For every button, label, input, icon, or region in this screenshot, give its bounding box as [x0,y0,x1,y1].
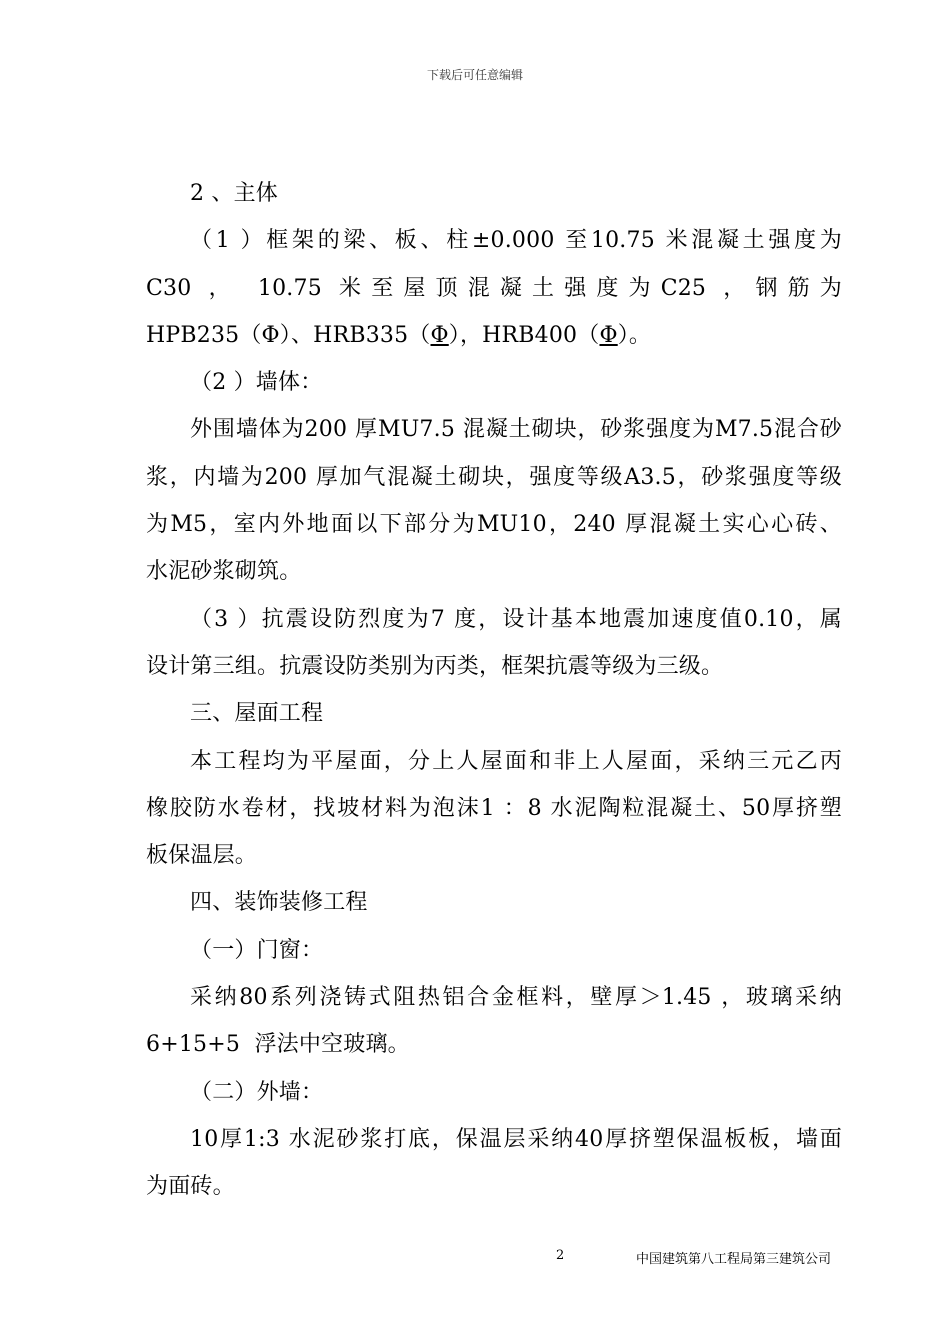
paragraph-line: （3 ）抗震设防烈度为7 度，设计基本地震加速度值0.10，属 [190,606,842,632]
page-number: 2 [556,1248,565,1263]
section-heading-roof: 三、屋面工程 [190,701,324,727]
section-heading-main: 2 、主体 [190,181,278,206]
rebar-symbol: Φ [430,322,449,348]
paragraph-line: 采纳80系列浇铸式阻热铝合金框料，壁厚＞1.45 ，玻璃采纳 [190,985,842,1011]
rebar-symbol: Φ [599,322,618,348]
page-header: 下载后可任意编辑 [426,68,523,82]
paragraph-line: 水泥砂浆砌筑。 [146,559,302,585]
section-heading-decoration: 四、装饰装修工程 [190,890,368,916]
paragraph-line: 为面砖。 [146,1174,235,1200]
paragraph-line: 本工程均为平屋面，分上人屋面和非上人屋面，采纳三元乙丙 [190,748,842,774]
text-run: HPB235（Φ）、HRB335（ [146,322,431,348]
paragraph-line: 6+15+5 浮法中空玻璃。 [146,1032,410,1058]
subheading-doors-windows: （一）门窗： [190,937,324,963]
paragraph-line: 浆，内墙为200 厚加气混凝土砌块，强度等级A3.5，砂浆强度等级 [146,464,842,490]
paragraph-line: 10厚1:3 水泥砂浆打底，保温层采纳40厚挤塑保温板板，墙面 [190,1126,842,1152]
text-run: ）。 [617,322,652,348]
paragraph-line-rebar [146,312,842,359]
paragraph-line: （1 ）框架的梁、板、柱±0.000 至10.75 米混凝土强度为 [190,228,842,254]
paragraph-line: C30 ， 10.75 米至屋顶混凝土强度为C25 ，钢筋为 [146,275,842,301]
subheading-walls: （2 ）墙体： [190,370,323,396]
paragraph-line: 外围墙体为200 厚MU7.5 混凝土砌块，砂浆强度为M7.5混合砂 [190,417,842,443]
paragraph-line: 板保温层。 [146,843,258,869]
document-body [146,170,842,1211]
subheading-exterior-wall: （二）外墙： [190,1079,324,1105]
footer-company: 中国建筑第八工程局第三建筑公司 [636,1252,832,1267]
paragraph-line: 橡胶防水卷材，找坡材料为泡沫1 ：8 水泥陶粒混凝土、50厚挤塑 [146,795,842,821]
text-run: ），HRB400（ [448,322,600,348]
paragraph-line: 设计第三组。抗震设防类别为丙类，框架抗震等级为三级。 [146,653,724,679]
paragraph-line: 为M5，室内外地面以下部分为MU10，240 厚混凝土实心心砖、 [146,512,842,538]
